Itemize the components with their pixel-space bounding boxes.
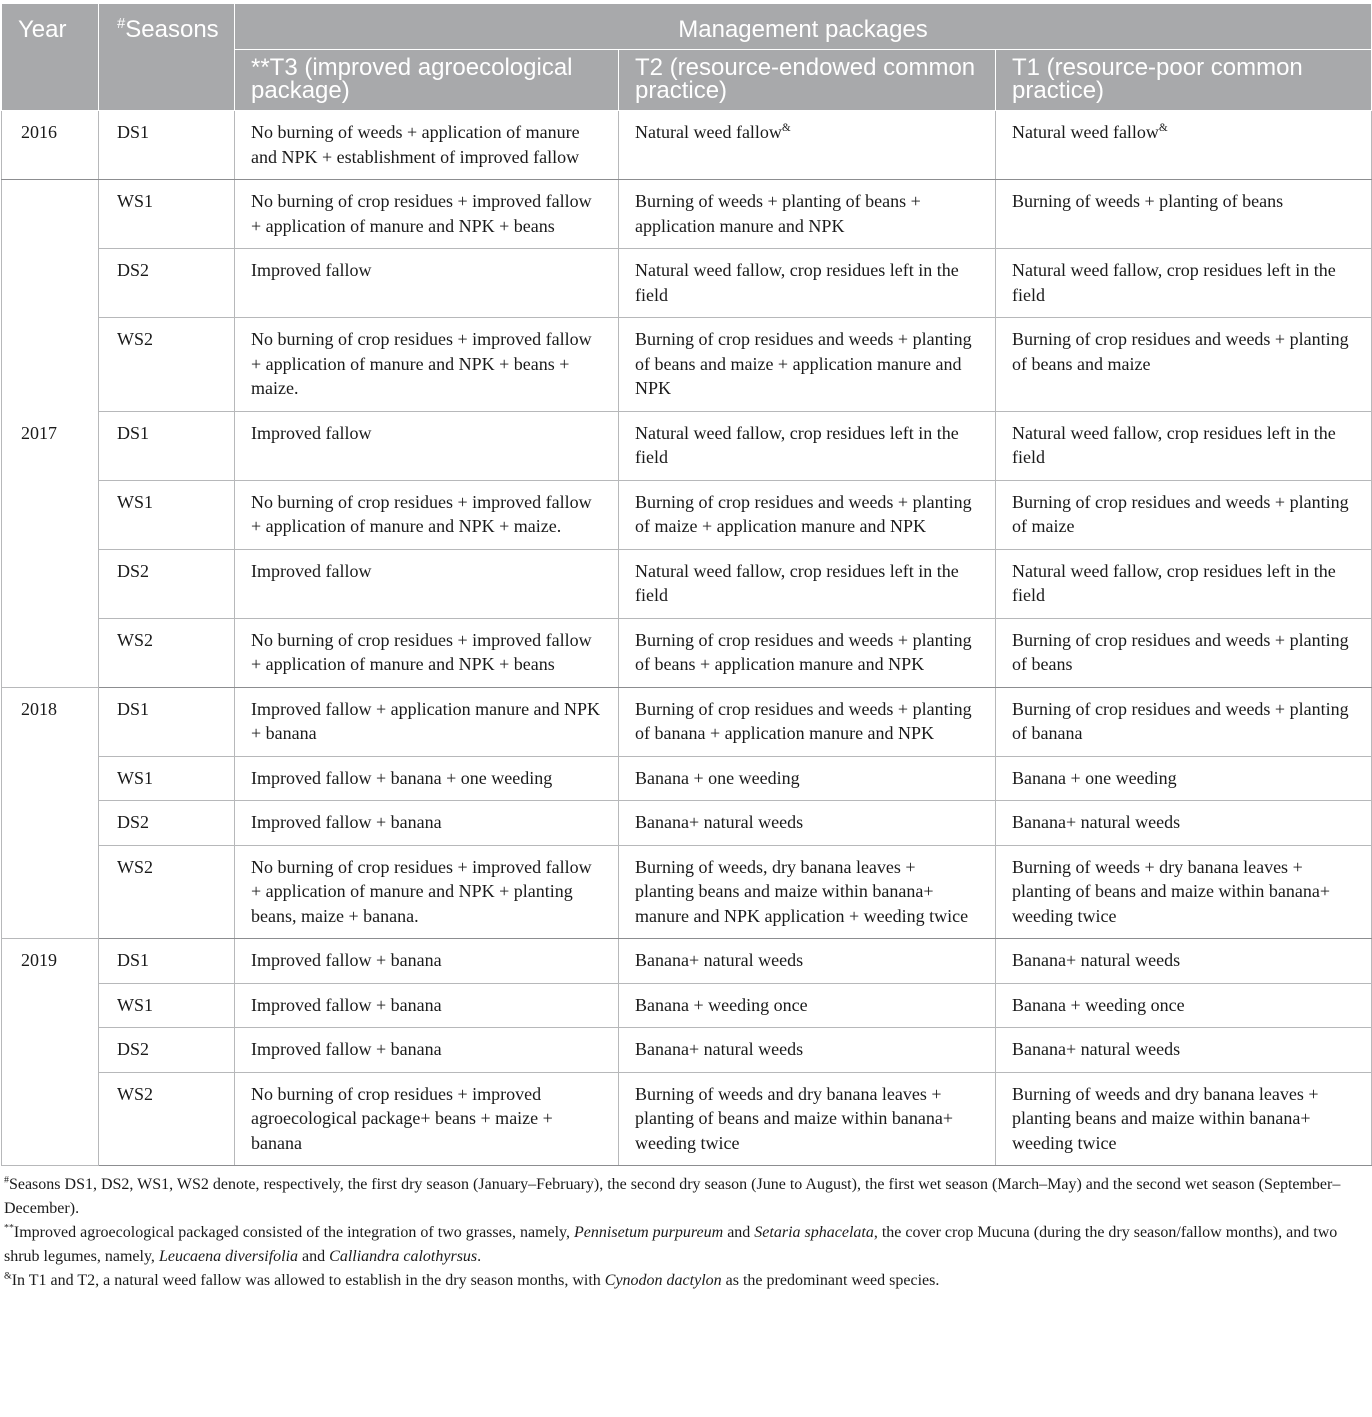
header-seasons [99, 4, 235, 111]
year-cell: 2016 [2, 111, 99, 180]
t3-cell: No burning of crop residues + improved fallow + application of manure and NPK + planting beans, maize + banana. [235, 845, 619, 939]
season-cell: DS1 [99, 687, 235, 756]
header-t1: T1 (resource-poor common practice) [996, 50, 1372, 111]
t3-cell: No burning of crop residues + improved fallow + application of manure and NPK + beans + maize. [235, 318, 619, 412]
table-row [2, 939, 1372, 984]
table-row [2, 549, 1372, 618]
fallow-footnote-mark: & [1158, 122, 1168, 134]
season-cell: WS1 [99, 756, 235, 801]
table-row [2, 687, 1372, 756]
t3-cell: No burning of weeds + application of manure and NPK + establishment of improved fallow [235, 111, 619, 180]
t3-cell: Improved fallow + banana [235, 983, 619, 1028]
t3-cell: No burning of crop residues + improved fallow + application of manure and NPK + beans [235, 618, 619, 687]
management-packages-table [1, 3, 1372, 1166]
t3-cell: Improved fallow + application manure and NPK + banana [235, 687, 619, 756]
season-cell: DS2 [99, 249, 235, 318]
season-cell: DS1 [99, 111, 235, 180]
t2-cell: Banana + one weeding [619, 756, 996, 801]
t1-cell: Burning of crop residues and weeds + planting of beans and maize [996, 318, 1372, 412]
t1-cell [996, 111, 1372, 180]
t3-cell: Improved fallow + banana + one weeding [235, 756, 619, 801]
footnote-text: and [298, 1248, 330, 1265]
header-t3: **T3 (improved agroecological package) [235, 50, 619, 111]
footnote-text: Improved agroecological packaged consisted of the integration of two grasses, namely, [13, 1224, 575, 1241]
table-row [2, 111, 1372, 180]
table-footnotes [0, 1166, 1372, 1293]
footnote-text: as the predominant weed species. [721, 1272, 940, 1289]
footnote-text: , the cover crop Mucuna (during the dry season/fallow months), and two shrub legumes, namely, [4, 1224, 1338, 1265]
table-row [2, 411, 1372, 480]
footnote-mark: # [4, 1174, 9, 1186]
t2-cell: Burning of weeds, dry banana leaves + planting beans and maize within banana+ manure and NPK application + weeding twice [619, 845, 996, 939]
t1-cell: Natural weed fallow, crop residues left in the field [996, 549, 1372, 618]
t3-cell: Improved fallow [235, 249, 619, 318]
t2-cell: Burning of crop residues and weeds + planting of maize + application manure and NPK [619, 480, 996, 549]
t2-cell: Burning of weeds + planting of beans + application manure and NPK [619, 180, 996, 249]
t1-cell: Banana+ natural weeds [996, 801, 1372, 846]
t2-cell: Banana+ natural weeds [619, 801, 996, 846]
t2-cell: Banana+ natural weeds [619, 939, 996, 984]
fallow-footnote-mark: & [781, 122, 791, 134]
season-cell: WS2 [99, 1072, 235, 1166]
header-management-packages: Management packages [235, 4, 1372, 50]
t1-cell: Burning of crop residues and weeds + planting of maize [996, 480, 1372, 549]
species-name: Calliandra calothyrsus [329, 1248, 478, 1265]
seasons-footnote-mark: # [117, 16, 126, 32]
footnote-text: Seasons DS1, DS2, WS1, WS2 denote, respectively, the first dry season (January–February), the second dry season (June to August), the first wet season (March–May) and the second wet season (September–December). [4, 1176, 1341, 1217]
species-name: Leucaena diversifolia [158, 1248, 299, 1265]
season-cell: DS2 [99, 801, 235, 846]
t1-cell: Banana + weeding once [996, 983, 1372, 1028]
t2-cell: Natural weed fallow, crop residues left in the field [619, 411, 996, 480]
t2-cell: Burning of crop residues and weeds + planting of banana + application manure and NPK [619, 687, 996, 756]
season-cell: DS1 [99, 411, 235, 480]
table-row [2, 480, 1372, 549]
header-row-1 [2, 4, 1372, 50]
t2-cell: Burning of crop residues and weeds + planting of beans and maize + application manure and NPK [619, 318, 996, 412]
year-cell: 2018 [2, 687, 99, 939]
t3-cell: Improved fallow + banana [235, 939, 619, 984]
t2-cell: Banana+ natural weeds [619, 1028, 996, 1073]
year-cell: 2019 [2, 939, 99, 1166]
t1-cell: Natural weed fallow, crop residues left in the field [996, 411, 1372, 480]
t1-text: Natural weed fallow [1012, 122, 1159, 142]
t1-cell: Burning of crop residues and weeds + planting of banana [996, 687, 1372, 756]
t3-cell: No burning of crop residues + improved fallow + application of manure and NPK + maize. [235, 480, 619, 549]
species-name: Setaria sphacelata [754, 1224, 874, 1241]
t3-cell: Improved fallow [235, 549, 619, 618]
t3-cell: No burning of crop residues + improved agroecological package+ beans + maize + banana [235, 1072, 619, 1166]
species-name: Pennisetum purpureum [574, 1224, 724, 1241]
season-cell: WS2 [99, 845, 235, 939]
t1-cell: Banana + one weeding [996, 756, 1372, 801]
t1-cell: Natural weed fallow, crop residues left in the field [996, 249, 1372, 318]
header-year: Year [2, 4, 99, 111]
table-row [2, 1072, 1372, 1166]
t3-cell: Improved fallow [235, 411, 619, 480]
table-row [2, 180, 1372, 249]
footnote-seasons [4, 1173, 1366, 1221]
t3-cell: Improved fallow + banana [235, 1028, 619, 1073]
footnote-text: . [477, 1248, 482, 1265]
year-cell: 2017 [2, 180, 99, 688]
t2-cell: Burning of crop residues and weeds + planting of beans + application manure and NPK [619, 618, 996, 687]
footnote-text: and [723, 1224, 755, 1241]
table-row [2, 801, 1372, 846]
t2-cell: Banana + weeding once [619, 983, 996, 1028]
footnote-text: In T1 and T2, a natural weed fallow was allowed to establish in the dry season months, with [11, 1272, 605, 1289]
t1-cell: Burning of crop residues and weeds + planting of beans [996, 618, 1372, 687]
table-row [2, 249, 1372, 318]
table-row [2, 983, 1372, 1028]
header-seasons-label: Seasons [125, 16, 219, 43]
t2-cell [619, 111, 996, 180]
table-row [2, 756, 1372, 801]
species-name: Cynodon dactylon [604, 1272, 722, 1289]
season-cell: DS2 [99, 1028, 235, 1073]
t1-cell: Burning of weeds + dry banana leaves + planting of beans and maize within banana+ weeding twice [996, 845, 1372, 939]
t2-cell: Natural weed fallow, crop residues left in the field [619, 249, 996, 318]
season-cell: DS1 [99, 939, 235, 984]
table-row [2, 1028, 1372, 1073]
season-cell: WS2 [99, 318, 235, 412]
t1-cell: Burning of weeds + planting of beans [996, 180, 1372, 249]
t1-cell: Burning of weeds and dry banana leaves + planting beans and maize within banana+ weeding twice [996, 1072, 1372, 1166]
season-cell: WS1 [99, 480, 235, 549]
footnote-mark: ** [4, 1222, 14, 1234]
header-t2: T2 (resource-endowed common practice) [619, 50, 996, 111]
t3-cell: Improved fallow + banana [235, 801, 619, 846]
t1-cell: Banana+ natural weeds [996, 939, 1372, 984]
table-figure [0, 3, 1372, 1293]
footnote-agroecological-package [4, 1221, 1366, 1269]
t2-cell: Burning of weeds and dry banana leaves + planting of beans and maize within banana+ weeding twice [619, 1072, 996, 1166]
t2-cell: Natural weed fallow, crop residues left in the field [619, 549, 996, 618]
season-cell: WS2 [99, 618, 235, 687]
season-cell: WS1 [99, 983, 235, 1028]
t1-cell: Banana+ natural weeds [996, 1028, 1372, 1073]
table-row [2, 845, 1372, 939]
footnote-natural-fallow [4, 1269, 1366, 1293]
t3-cell: No burning of crop residues + improved fallow + application of manure and NPK + beans [235, 180, 619, 249]
t2-text: Natural weed fallow [635, 122, 782, 142]
season-cell: DS2 [99, 549, 235, 618]
footnote-mark: & [4, 1270, 12, 1282]
table-row [2, 618, 1372, 687]
season-cell: WS1 [99, 180, 235, 249]
table-row [2, 318, 1372, 412]
